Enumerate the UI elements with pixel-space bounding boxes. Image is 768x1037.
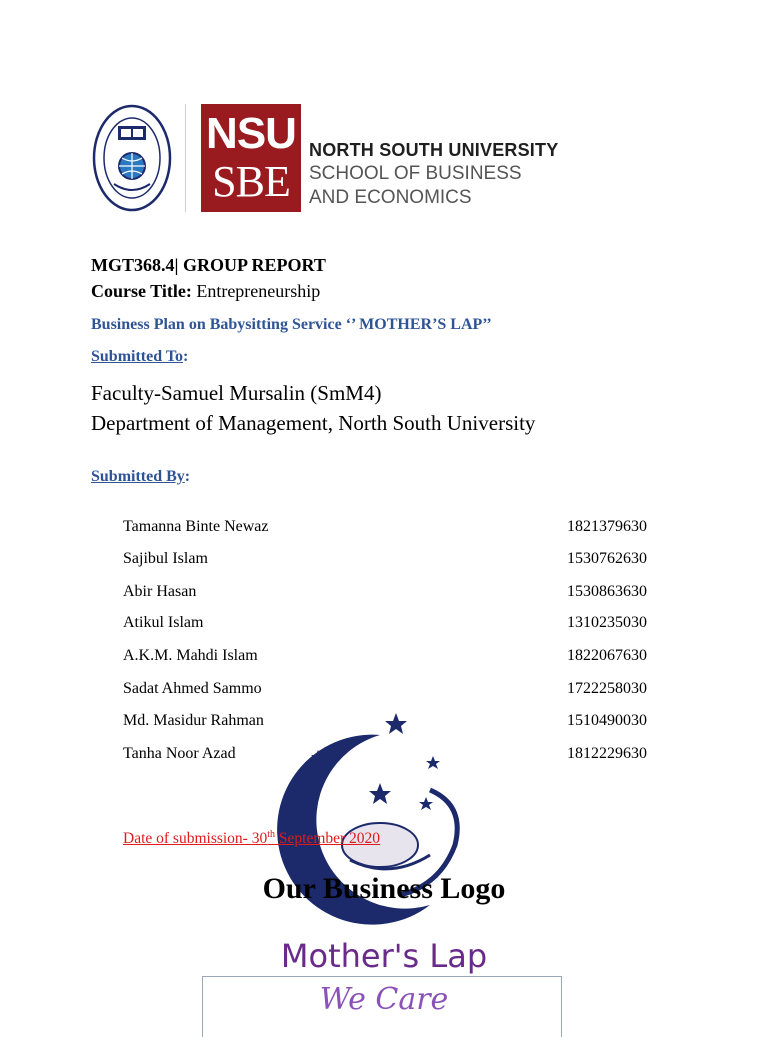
logo-caption: Our Business Logo [262,872,506,905]
school-name-line2: AND ECONOMICS [309,187,472,208]
header-divider [185,104,186,212]
member-row [123,647,647,669]
member-id: 1821379630 [567,518,647,535]
member-id: 1822067630 [567,647,647,664]
university-name-block [309,138,558,210]
department-name: Department of Management, North South University [91,411,536,435]
date-suffix: September 2020 [275,830,381,848]
brand-name: Mother's Lap [280,937,488,975]
member-row [123,614,647,636]
school-name-line1: SCHOOL OF BUSINESS [309,163,522,184]
member-name: Tamanna Binte Newaz [123,518,269,535]
member-id: 1530762630 [567,550,647,567]
member-row [123,712,647,734]
submitted-by-label: Submitted By [91,468,185,485]
submitted-to-colon: : [183,348,189,365]
member-name: Atikul Islam [123,614,204,631]
business-plan-title: Business Plan on Babysitting Service ‘’ MOTHER’S LAP’’ [91,316,492,333]
date-prefix: Date of submission- 30 [123,830,268,848]
report-title: MGT368.4| GROUP REPORT [91,255,326,275]
submitted-by-heading [91,468,190,486]
member-name: Sadat Ahmed Sammo [123,680,262,697]
date-ordinal: th [267,829,276,840]
nsu-sbe-logo [201,104,301,212]
submitted-to-label: Submitted To [91,348,184,365]
member-name: Sajibul Islam [123,550,208,567]
course-title-value: Entrepreneurship [191,281,321,301]
member-row [123,518,647,540]
submitted-to-heading [91,348,188,366]
member-row [123,550,647,572]
member-name: Tanha Noor Azad [123,745,236,762]
member-row [123,745,647,767]
nsu-logo-text: NSU [206,109,296,158]
university-seal-logo [92,104,172,212]
course-title-label: Course Title: [91,281,192,301]
member-id: 1510490030 [567,712,647,729]
member-name: Abir Hasan [123,583,197,600]
member-id: 1310235030 [567,614,647,631]
submitted-by-colon: : [184,468,191,485]
member-row [123,583,647,605]
submission-date [123,829,380,848]
faculty-name: Faculty-Samuel Mursalin (SmM4) [91,381,382,405]
member-id: 1530863630 [567,583,647,600]
sbe-logo-text: SBE [212,157,290,206]
member-id: 1722258030 [567,680,647,697]
course-title-line [91,281,320,302]
member-row [123,680,647,702]
university-name: NORTH SOUTH UNIVERSITY [309,140,559,160]
member-id: 1812229630 [567,745,647,762]
member-name: A.K.M. Mahdi Islam [123,647,258,664]
member-name: Md. Masidur Rahman [123,712,264,729]
brand-tagline: We Care [319,982,449,1017]
